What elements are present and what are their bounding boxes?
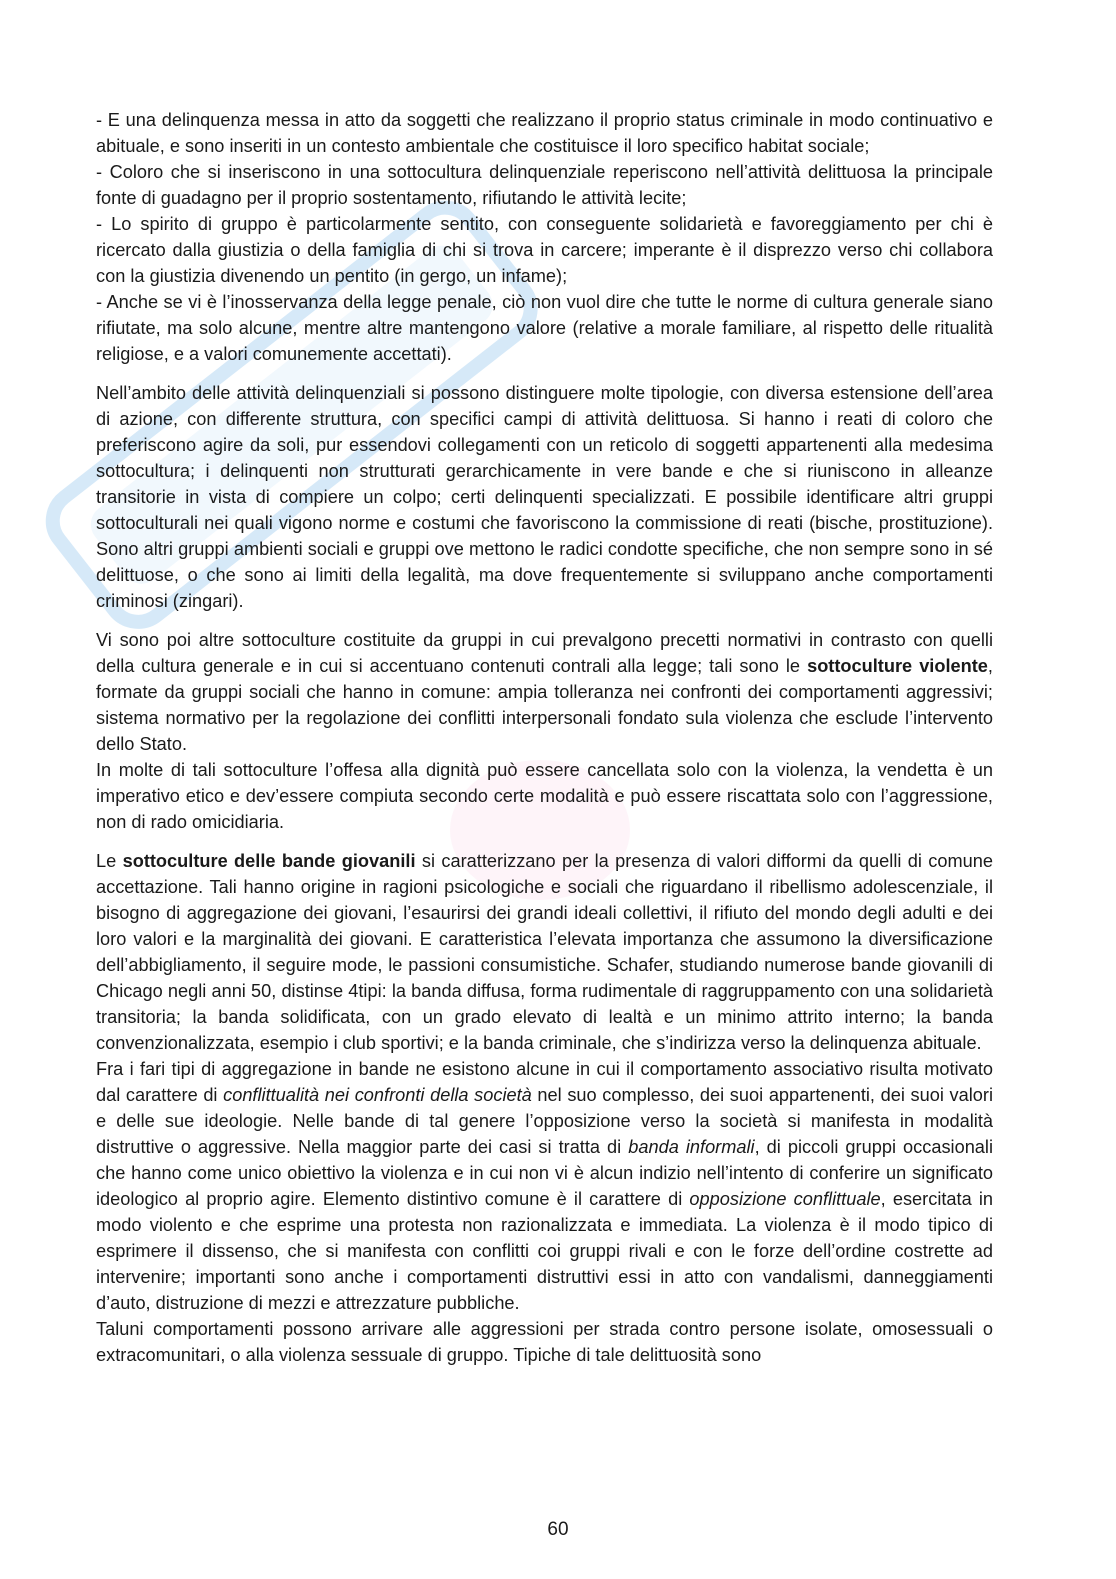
list-item: - Anche se vi è l’inosservanza della legge penale, ciò non vuol dire che tutte le norme di cultura generale siano rifiutate, ma solo alcune, mentre altre mantengono valore (relative a morale familiare, al rispetto delle ritualità religiose, e a valori comunemente accettati).: [96, 292, 993, 364]
text-span: , esercitata in modo violento e che esprime una protesta non razionalizzata e immediata. La violenza è il modo tipico di esprimere il dissenso, che si manifesta con conflitti coi gruppi rivali e con le forze dell’ordine costrette ad intervenire; importanti sono anche i comportamenti distruttivi essi in atto con vandalismi, danneggiamenti d’auto, distruzione di mezzi e attrezzature pubbliche.: [96, 1189, 994, 1313]
page-number: 60: [547, 1519, 569, 1540]
text-span: si caratterizzano per la presenza di valori difformi da quelli di comune accettazione. Tali hanno origine in ragioni psicologiche e sociali che riguardano il ribellismo adolescenziale, il bisogno di aggregazione dei giovani, l’esaurirsi dei grandi ideali collettivi, il rifiuto del mondo degli adulti e dei loro valori e la marginalità dei giovani. E caratteristica l’elevata importanza che assumono la diversificazione dell’abbigliamento, il seguire mode, le passioni consumistiche. Schafer, studiando numerose bande giovanili di Chicago negli anni 50, distinse 4tipi: la banda diffusa, forma rudimentale di raggruppamento con una solidarietà transitoria; la banda solidificata, con un grado elevato di lealtà e un minimo attrito interno; la banda convenzionalizzata, esempio i club sportivi; e la banda criminale, che s’indirizza verso la delinquenza abituale.: [96, 851, 993, 1053]
list-item: - Lo spirito di gruppo è particolarmente sentito, con conseguente solidarietà e favoreggiamento per chi è ricercato dalla giustizia o della famiglia di chi si trova in carcere; imperante è il disprezzo verso chi collabora con la giustizia divenendo un pentito (in gergo, un infame);: [96, 214, 993, 286]
text-span: nel suo complesso, dei suoi appartenenti, dei suoi valori e delle sue ideologie. Nelle bande di tal genere l’opposizione verso la società si manifesta in modalità distruttive o aggressive. Nella maggior parte dei casi si tratta di: [96, 1085, 993, 1157]
paragraph-sottoculture-violente: [96, 627, 993, 757]
paragraph-aggregazione: [96, 1056, 993, 1316]
list-item: - Coloro che si inseriscono in una sottocultura delinquenziale reperiscono nell’attività delittuosa la principale fonte di guadagno per il proprio sostentamento, rifiutando le attività lecite;: [96, 162, 993, 208]
text-span: Fra i fari tipi di aggregazione in bande ne esistono alcune in cui il comportamento associativo risulta motivato dal carattere di: [96, 1059, 993, 1105]
paragraph-offesa: In molte di tali sottoculture l’offesa alla dignità può essere cancellata solo con la violenza, la vendetta è un imperativo etico e dev’essere compiuta secondo certe modalità e può essere riscattata solo con l’aggressione, non di rado omicidiaria.: [96, 760, 993, 832]
text-span: Le: [96, 851, 123, 871]
bold-term: sottoculture delle bande giovanili: [122, 851, 416, 871]
text-span: , di piccoli gruppi occasionali che hanno come unico obiettivo la violenza e in cui non vi è alcun indizio nell’intento di conferire un significato ideologico al proprio agire. Elemento distintivo comune è il carattere di: [96, 1137, 994, 1209]
paragraph-bande-giovanili: [96, 848, 993, 1056]
italic-term: conflittualità nei confronti della società: [223, 1085, 532, 1105]
paragraph-ambito: Nell’ambito delle attività delinquenziali si possono distinguere molte tipologie, con diversa estensione dell’area di azione, con differente struttura, con specifici campi di attività delittuosa. Si hanno i reati di coloro che preferiscono agire da soli, pur essendovi collegamenti con un reticolo di soggetti appartenenti alla medesima sottocultura; i delinquenti non strutturati gerarchicamente in vere bande e che si riuniscono in alleanze transitorie in vista di compiere un colpo; certi delinquenti specializzati. E possibile identificare altri gruppi sottoculturali nei quali vigono norme e costumi che favoriscono la commissione di reati (bische, prostituzione). Sono altri gruppi ambienti sociali e gruppi ove mettono le radici condotte specifiche, che non sempre sono in sé delittuose, o che sono ai limiti della legalità, ma dove frequentemente si sviluppano anche comportamenti criminosi (zingari).: [96, 383, 993, 611]
text-span: , formate da gruppi sociali che hanno in comune: ampia tolleranza nei confronti dei comportamenti aggressivi; sistema normativo per la regolazione dei conflitti interpersonali fondato sula violenza che esclude l’intervento dello Stato.: [96, 656, 993, 754]
italic-term: banda informali: [628, 1137, 755, 1157]
list-item: - E una delinquenza messa in atto da soggetti che realizzano il proprio status criminale in modo continuativo e abituale, e sono inseriti in un contesto ambientale che costituisce il loro specifico habitat sociale;: [96, 110, 993, 156]
bold-term: sottoculture violente: [807, 656, 988, 676]
page-content: [96, 107, 993, 1368]
italic-term: opposizione conflittuale: [689, 1189, 881, 1209]
paragraph-taluni: Taluni comportamenti possono arrivare alle aggressioni per strada contro persone isolate, omosessuali o extracomunitari, o alla violenza sessuale di gruppo. Tipiche di tale delittuosità sono: [96, 1319, 993, 1365]
text-span: Vi sono poi altre sottoculture costituite da gruppi in cui prevalgono precetti normativi in contrasto con quelli della cultura generale e in cui si accentuano contenuti contrali alla legge; tali sono le: [96, 630, 993, 676]
